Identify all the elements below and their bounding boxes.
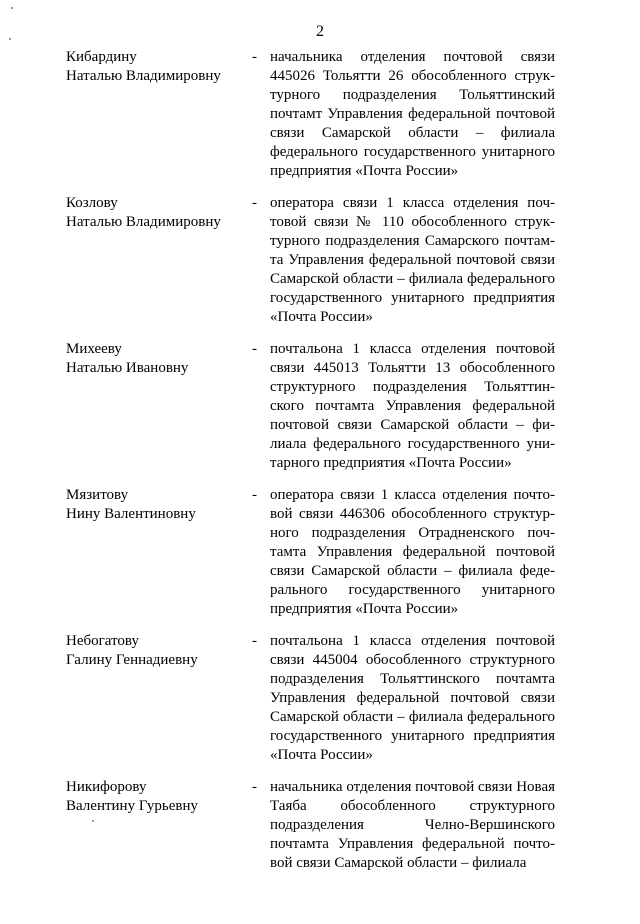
awardee-position: начальника отделения почтовой связи 445026 Тольятти 26 обособленного структурного подразделения Тольяттинский почтамт Управления федеральной почтовой связи Самарской области – филиала федерального государственного унитарного предприятия «Почта России» [270,49,555,179]
awardee-surname: Никифорову [66,779,147,795]
awardee-surname: Михееву [66,341,122,357]
awardee-entry [0,486,640,632]
awardee-given-names: Валентину Гурьевну [66,798,199,814]
awardee-given-names: Наталью Ивановну [66,360,189,376]
awardee-given-names: Наталью Владимировну [66,214,221,230]
entry-dash: - [252,779,257,795]
awardee-given-names: Нину Валентиновну [66,506,196,522]
awardee-name [66,632,246,670]
awardee-position: начальника отделения почтовой связи Новая Таяба обособленного структурного подразделения Челно-Вершинского почтамта Управления федеральной почтовой связи Самарской области – филиала [270,779,555,871]
awardee-entry [0,778,640,924]
page-number: 2 [316,23,324,40]
awardee-entry [0,340,640,486]
awardee-name [66,778,246,816]
awardee-position: оператора связи 1 класса отделения почтовой связи № 110 обособленного структурного подразделения Самарского почтамта Управления федеральной почтовой связи Самарской области – филиала федерального государственного унитарного предприятия «Почта России» [270,195,555,325]
awardee-surname: Кибардину [66,49,137,65]
awardee-given-names: Наталью Владимировну [66,68,221,84]
awardee-surname: Мязитову [66,487,129,503]
entry-dash: - [252,633,257,649]
awardee-entry [0,48,640,194]
awardee-list [0,48,640,924]
awardee-surname: Козлову [66,195,118,211]
entry-dash: - [252,341,257,357]
scan-speck-top [11,7,13,9]
awardee-given-names: Галину Геннадиевну [66,652,198,668]
awardee-surname: Небогатову [66,633,139,649]
awardee-name [66,194,246,232]
awardee-name [66,486,246,524]
awardee-position: оператора связи 1 класса отделения почтовой связи 446306 обособленного структурного подразделения Отрадненского почтамта Управления федеральной почтовой связи Самарской области – филиала федерального государственного унитарного предприятия «Почта России» [270,487,555,617]
entry-dash: - [252,49,257,65]
awardee-position: почтальона 1 класса отделения почтовой связи 445004 обособленного структурного подразделения Тольяттинского почтамта Управления федеральной почтовой связи Самарской области – филиала федерального государственного унитарного предприятия «Почта России» [270,633,555,763]
awardee-position: почтальона 1 класса отделения почтовой связи 445013 Тольятти 13 обособленного структурного подразделения Тольяттинского почтамта Управления федеральной почтовой связи Самарской области – филиала федерального государственного унитарного предприятия «Почта России» [270,341,555,471]
entry-dash: - [252,487,257,503]
awardee-name [66,48,246,86]
awardee-name [66,340,246,378]
awardee-entry [0,632,640,778]
awardee-entry [0,194,640,340]
entry-dash: - [252,195,257,211]
